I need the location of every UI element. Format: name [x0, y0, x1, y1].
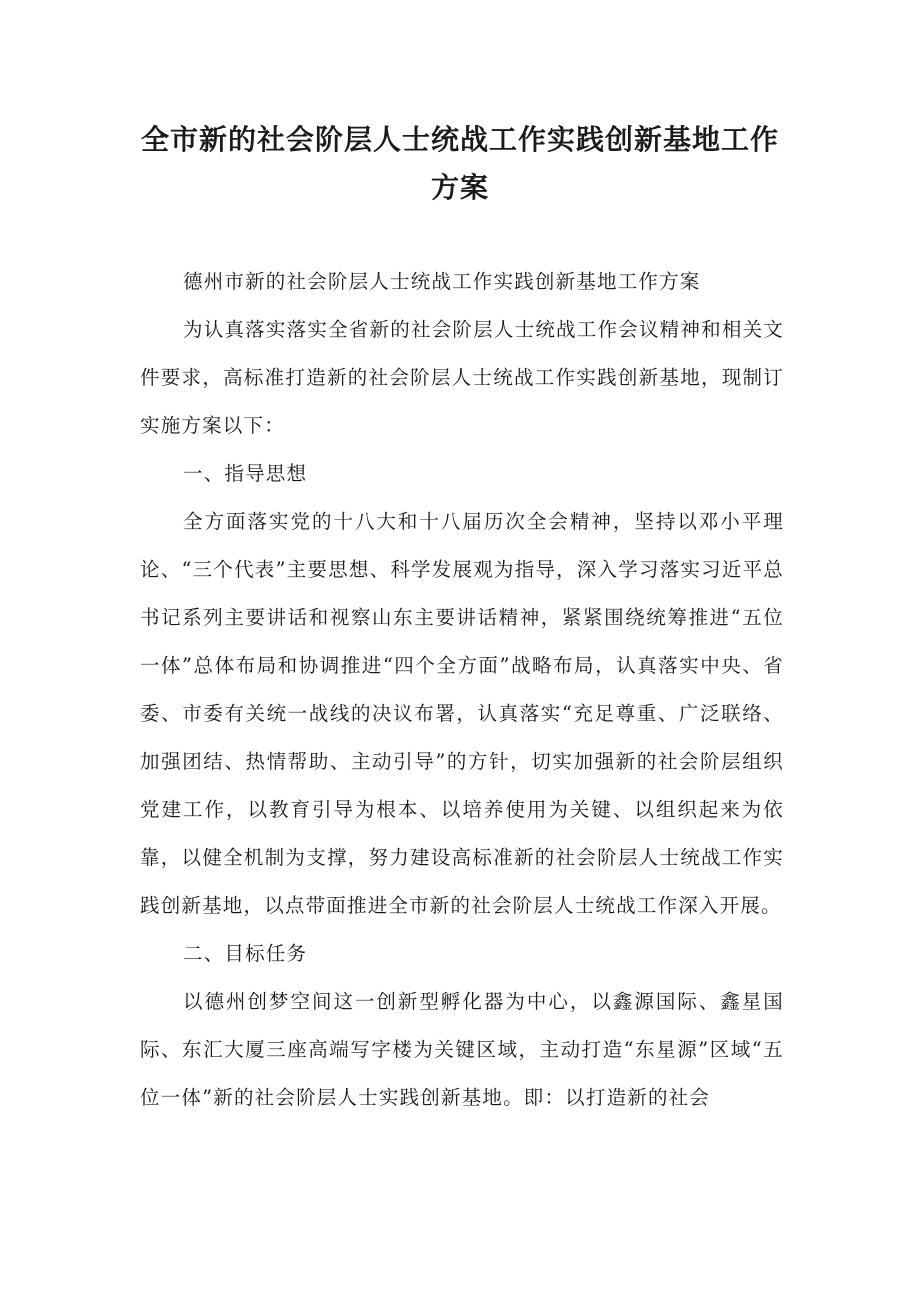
document-title-line2: 方案 [430, 171, 489, 204]
paragraph-intro: 为认真落实落实全省新的社会阶层人士统战工作会议精神和相关文件要求，高标准打造新的社会阶层人士统战工作实践创新基地，现制订实施方案以下： [140, 318, 784, 437]
paragraph-guiding-thought: 全方面落实党的十八大和十八届历次全会精神，坚持以邓小平理论、“三个代表”主要思想、科学发展观为指导，深入学习落实习近平总书记系列主要讲话和视察山东主要讲话精神，紧紧围绕统筹推进“五位一体”总体布局和协调推进“四个全方面”战略布局，认真落实中央、省委、市委有关统一战线的决议布署，认真落实“充足尊重、广泛联络、加强团结、热情帮助、主动引导”的方针，切实加强新的社会阶层组织党建工作，以教育引导为根本、以培养使用为关键、以组织起来为依靠，以健全机制为支撑，努力建设高标准新的社会阶层人士统战工作实践创新基地，以点带面推进全市新的社会阶层人士统战工作深入开展。 [140, 510, 784, 917]
document-title-line1: 全市新的社会阶层人士统战工作实践创新基地工作 [140, 123, 779, 156]
document-body [140, 258, 784, 1122]
section-heading-guiding-thought: 一、指导思想 [183, 462, 308, 485]
paragraph-goals-tasks: 以德州创梦空间这一创新型孵化器为中心，以鑫源国际、鑫星国际、东汇大厦三座高端写字楼为关键区域，主动打造“东星源”区域“五位一体”新的社会阶层人士实践创新基地。即：以打造新的社会 [140, 990, 784, 1109]
section-heading-goals-tasks: 二、目标任务 [183, 942, 308, 965]
paragraph-subtitle: 德州市新的社会阶层人士统战工作实践创新基地工作方案 [183, 270, 701, 293]
